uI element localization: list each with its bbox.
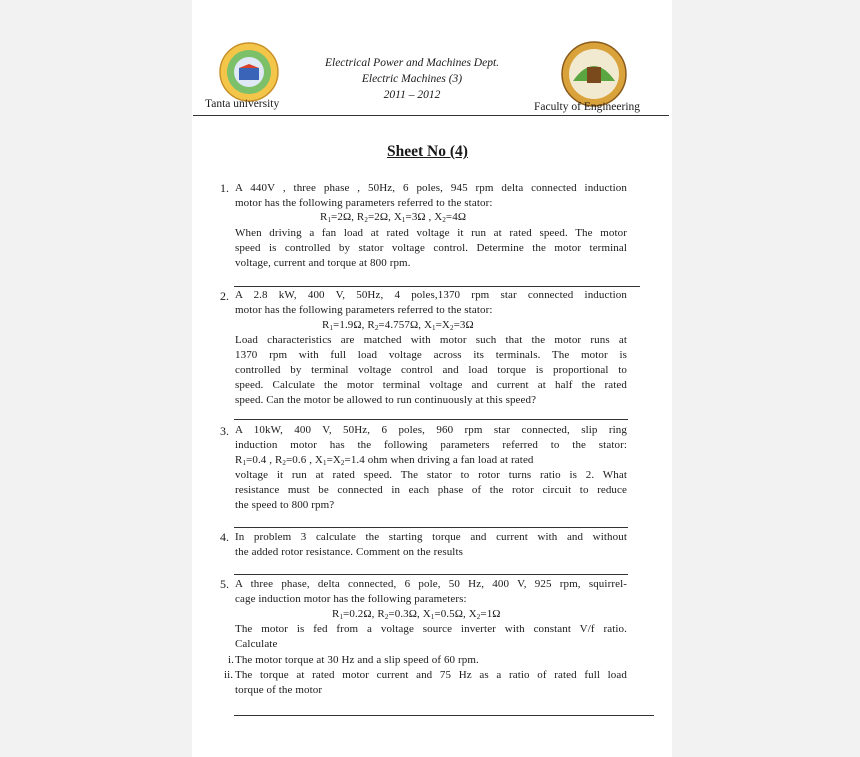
academic-year: 2011 – 2012	[383, 89, 441, 101]
problem-4-number: 4.	[220, 530, 229, 544]
problem-2-parameters: $R_1=1.9\Omega$, $R_2=4.757\Omega$, $X_1=X_2=3\Omega$	[322, 319, 474, 332]
problem-3-line: the speed to 800 rpm?	[235, 499, 335, 511]
subpart-text: torque of the motor	[235, 684, 323, 696]
problem-2-line: controlled by terminal voltage control and load torque is proportional to	[235, 364, 627, 376]
problem-5-line: cage induction motor has the following parameters:	[235, 593, 467, 605]
problem-5-line: Calculate	[235, 638, 278, 650]
sheet-title: Sheet No (4)	[387, 143, 468, 160]
faculty-of-engineering-logo	[561, 41, 627, 107]
problem-1-line: A 440V , three phase , 50Hz, 6 poles, 945 rpm delta connected induction	[235, 182, 627, 194]
faculty-name: Faculty of Engineering	[534, 101, 641, 113]
problem-5-line: The motor is fed from a voltage source inverter with constant V/f ratio.	[235, 623, 627, 635]
course-name: Electric Machines (3)	[361, 73, 463, 85]
problem-5-number: 5.	[220, 577, 229, 591]
problem-divider	[234, 419, 628, 420]
tanta-university-logo	[219, 42, 279, 102]
problem-divider	[234, 715, 654, 716]
problem-3-line: $R_1=0.4$ , $R_2=0.6$ , $X_1=X_2=1.4$ ohm when driving a fan load at rated	[235, 454, 534, 467]
problem-3-line: resistance must be connected in each phase of the rotor circuit to reduce	[235, 484, 627, 496]
subpart-label: ii.	[224, 669, 234, 681]
problem-3-number: 3.	[220, 424, 229, 438]
problem-1-line: When driving a fan load at rated voltage it run at rated speed. The motor	[235, 227, 627, 239]
problem-2-line: speed. Can the motor be allowed to run continuously at this speed?	[235, 394, 537, 406]
problem-3-line: voltage it run at rated speed. The stator to rotor turns ratio is 2. What	[235, 469, 627, 481]
problem-1-parameters: $R_1=2\Omega$, $R_2=2\Omega$, $X_1=3\Omega$ , $X_2=4\Omega$	[320, 211, 467, 224]
problem-4-line: In problem 3 calculate the starting torque and current with and without	[235, 531, 627, 543]
problem-3-line: induction motor has the following parameters referred to the stator:	[235, 439, 627, 451]
problem-3-line: A 10kW, 400 V, 50Hz, 6 poles, 960 rpm star connected, slip ring	[235, 424, 627, 436]
problem-divider	[234, 527, 628, 528]
problem-1-line: voltage, current and torque at 800 rpm.	[235, 257, 411, 269]
problem-4-line: the added rotor resistance. Comment on the results	[235, 546, 463, 558]
problem-divider	[234, 286, 640, 287]
problem-2-line: 1370 rpm with full load voltage across its terminals. The motor is	[235, 349, 627, 361]
problem-2-line: Load characteristics are matched with motor such that the motor runs at	[235, 334, 627, 346]
problem-1-line: motor has the following parameters referred to the stator:	[235, 197, 493, 209]
header-divider	[193, 115, 669, 116]
problem-2-line: A 2.8 kW, 400 V, 50Hz, 4 poles,1370 rpm star connected induction	[235, 289, 627, 301]
problem-divider	[234, 574, 628, 575]
subpart-label: i.	[228, 654, 235, 666]
university-name: Tanta university	[205, 98, 280, 110]
problem-5-line: A three phase, delta connected, 6 pole, 50 Hz, 400 V, 925 rpm, squirrel-	[235, 578, 627, 590]
problem-2-line: speed. Calculate the motor terminal voltage and current at half the rated	[235, 379, 627, 391]
problem-5-parameters: $R_1=0.2\Omega$, $R_2=0.3\Omega$, $X_1=0.5\Omega$, $X_2=1\Omega$	[332, 608, 501, 621]
problem-2-number: 2.	[220, 289, 229, 303]
problem-1-line: speed is controlled by stator voltage control. Determine the motor terminal	[235, 242, 627, 254]
department-name: Electrical Power and Machines Dept.	[324, 57, 500, 69]
problem-2-line: motor has the following parameters referred to the stator:	[235, 304, 493, 316]
subpart-text: The motor torque at 30 Hz and a slip speed of 60 rpm.	[235, 654, 479, 666]
subpart-text: The torque at rated motor current and 75 Hz as a ratio of rated full load	[235, 669, 627, 681]
problem-1-number: 1.	[220, 181, 229, 195]
